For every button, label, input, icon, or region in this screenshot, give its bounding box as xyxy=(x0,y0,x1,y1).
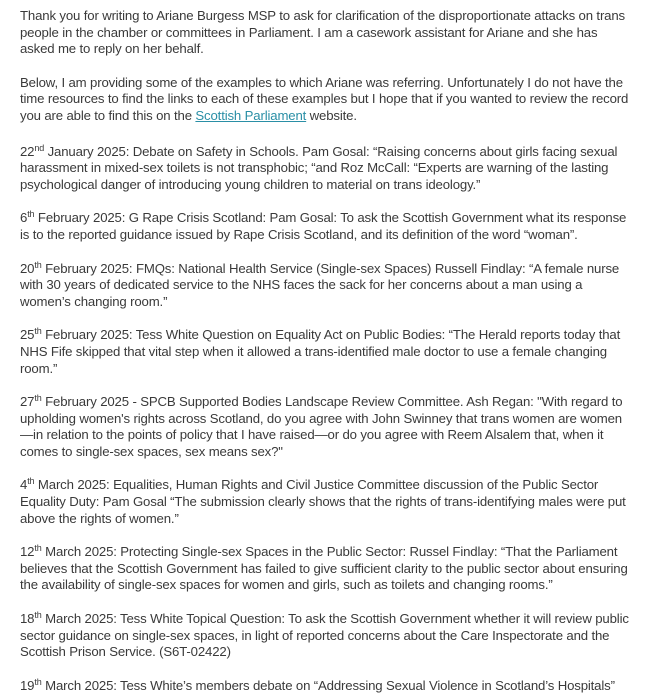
entry-ordinal-suffix: th xyxy=(27,209,35,220)
entry-text: February 2025: FMQs: National Health Service (Single-sex Spaces) Russell Findlay: “A female nurse with 30 years of dedicated service to the NHS faces the sack for her concerns about a man using a women’s changing room.” xyxy=(20,260,620,309)
entry-ordinal-suffix: th xyxy=(34,393,42,404)
example-entry xyxy=(20,210,632,243)
examples-intro-text-end: website. xyxy=(306,107,357,123)
entry-day: 20 xyxy=(20,260,35,276)
entry-ordinal-suffix: th xyxy=(34,543,42,554)
entry-day: 6 xyxy=(20,210,28,226)
entry-day: 4 xyxy=(20,477,28,493)
entry-day: 25 xyxy=(20,327,35,343)
example-entry xyxy=(20,394,632,460)
examples-intro-text: Below, I am providing some of the examples to which Ariane was referring. Unfortunately I do not have the time resources to find the links to each of these examples but I hope that if you wanted to review the record you are able to find this on the xyxy=(20,74,629,123)
entry-day: 22 xyxy=(20,143,35,159)
example-entry xyxy=(20,144,632,194)
entry-text: March 2025: Tess White Topical Question: To ask the Scottish Government whether it will review public sector guidance on single-sex spaces, in light of reported concerns about the Care Inspectorate and the Scottish Prison Service. (S6T-02422) xyxy=(20,611,629,660)
entry-ordinal-suffix: th xyxy=(34,676,42,687)
entry-day: 18 xyxy=(20,611,35,627)
entry-text: February 2025: G Rape Crisis Scotland: Pam Gosal: To ask the Scottish Government what its response is to the reported guidance issued by Rape Crisis Scotland, and its definition of the word “woman”. xyxy=(20,210,627,242)
entry-day: 19 xyxy=(20,677,35,693)
entry-text: March 2025: Protecting Single-sex Spaces in the Public Sector: Russel Findlay: “That the Parliament believes that the Scottish Government has failed to give sufficient clarity to the public sector about ensuring the availability of single-sex spaces for women and girls, such as toilets and changing rooms.” xyxy=(20,544,628,593)
entry-ordinal-suffix: th xyxy=(34,610,42,621)
entry-day: 27 xyxy=(20,394,35,410)
examples-intro-paragraph xyxy=(20,75,632,125)
entry-text: February 2025 - SPCB Supported Bodies Landscape Review Committee. Ash Regan: "With regard to upholding women's rights across Scotland, do you agree with John Swinney that trans women are women—in relation to the points of policy that I have raised—or do you agree with Reem Alsalem that, when it comes to single-sex spaces, sex means sex?" xyxy=(20,394,623,459)
entry-text: January 2025: Debate on Safety in Schools. Pam Gosal: “Raising concerns about girls facing sexual harassment in mixed-sex toilets is not transphobic; “and Roz McCall: “Experts are warning of the lasting psychological danger of introducing young children to material on trans ideology.” xyxy=(20,143,618,192)
example-entry xyxy=(20,678,632,694)
example-entry xyxy=(20,327,632,377)
entry-ordinal-suffix: th xyxy=(34,259,42,270)
intro-paragraph: Thank you for writing to Ariane Burgess MSP to ask for clarification of the disproportionate attacks on trans people in the chamber or committees in Parliament. I am a casework assistant for Ariane and she has asked me to reply on her behalf. xyxy=(20,8,625,57)
example-entry xyxy=(20,261,632,311)
entry-ordinal-suffix: th xyxy=(27,476,35,487)
entry-text: March 2025: Tess White’s members debate on “Addressing Sexual Violence in Scotland’s Hospitals” xyxy=(41,677,615,693)
example-entry xyxy=(20,544,632,594)
scottish-parliament-link[interactable]: Scottish Parliament xyxy=(195,107,307,123)
entry-ordinal-suffix: th xyxy=(34,326,42,337)
entry-text: March 2025: Equalities, Human Rights and Civil Justice Committee discussion of the Public Sector Equality Duty: Pam Gosal “The submission clearly shows that the rights of trans-identifying males were put above the rights of women.” xyxy=(20,477,626,526)
entry-text: February 2025: Tess White Question on Equality Act on Public Bodies: “The Herald reports today that NHS Fife skipped that vital step when it allowed a trans-identified male doctor to use a female changing room.” xyxy=(20,327,621,376)
entry-ordinal-suffix: nd xyxy=(34,142,45,153)
example-entry xyxy=(20,611,632,661)
example-entry xyxy=(20,477,632,527)
entry-day: 12 xyxy=(20,544,35,560)
